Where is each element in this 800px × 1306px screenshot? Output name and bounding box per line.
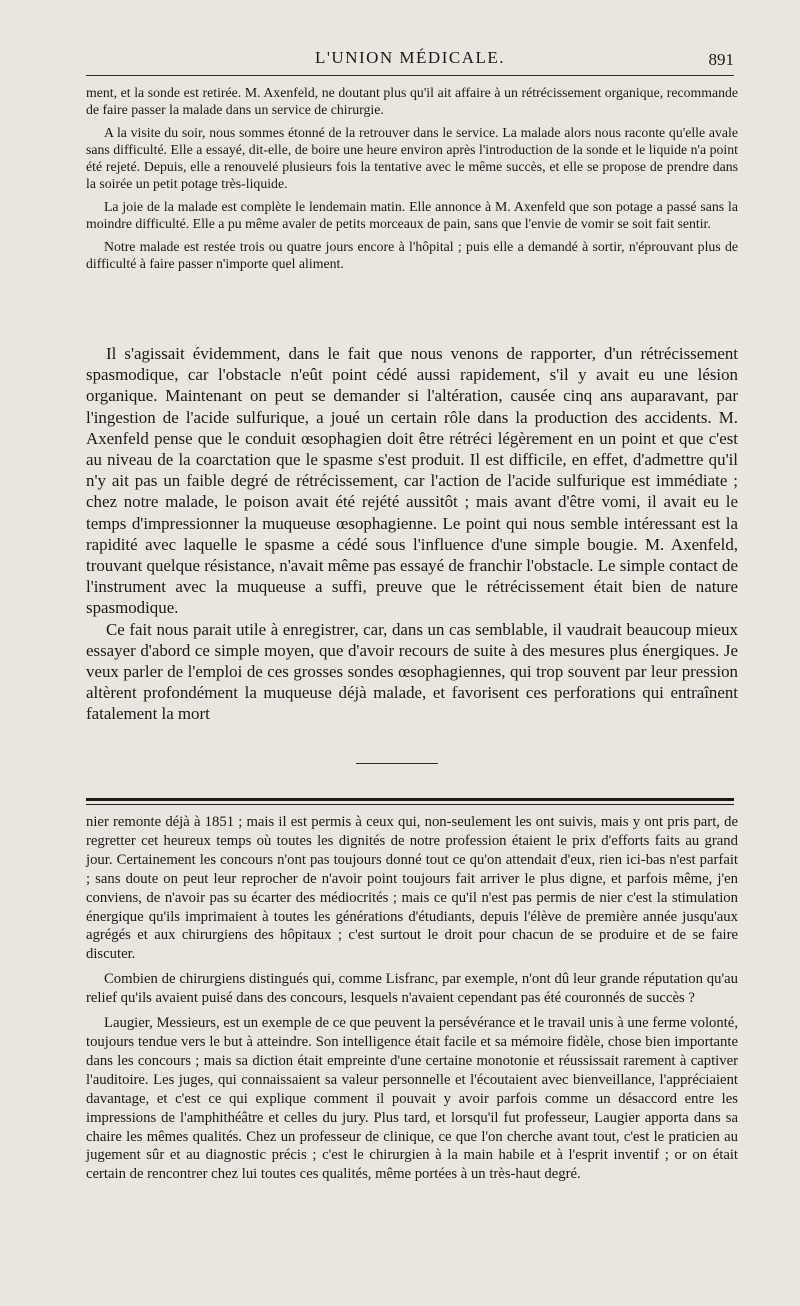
header-rule <box>86 75 734 76</box>
case-paragraph: La joie de la malade est complète le lendemain matin. Elle annonce à M. Axenfeld que son potage a passé sans la moindre difficulté. Elle a pu même avaler de petits morceaux de pain, sans que l'envie de vomir se soit fait sentir. <box>86 199 738 231</box>
section-end-rule <box>356 763 438 764</box>
commentary-paragraph: Ce fait nous parait utile à enregistrer, car, dans un cas semblable, il vaudrait beaucoup mieux essayer d'abord ce simple moyen, que d'avoir recours de suite à des mesures plus énergiques. Je veux parler de l'emploi de ces grosses sondes œsophagiennes, qui trop souvent par leur pression altèrent profondément la muqueuse déjà malade, et favorisent ces perforations qui entraînent fatalement la mort <box>86 619 738 724</box>
case-paragraph: Notre malade est restée trois ou quatre jours encore à l'hôpital ; puis elle a demandé à sortir, n'éprouvant plus de difficulté à faire passer n'importe quel aliment. <box>86 239 738 271</box>
feuilleton-section <box>86 813 738 1190</box>
page-header <box>86 42 734 76</box>
commentary-section <box>86 343 738 725</box>
page-number: 891 <box>708 50 734 69</box>
case-paragraph: A la visite du soir, nous sommes étonné de la retrouver dans le service. La malade alors nous raconte qu'elle avale sans difficulté. Elle a essayé, dit-elle, de boire une heure environ après l'introduction de la sonde et le liquide n'a point été rejeté. Depuis, elle a renouvelé plusieurs fois la tentative avec le même succès, et elle se propose de prendre dans la soirée un petit potage très-liquide. <box>86 125 738 191</box>
running-title: L'UNION MÉDICALE. <box>314 48 506 67</box>
feuilleton-paragraph: nier remonte déjà à 1851 ; mais il est permis à ceux qui, non-seulement les ont suivis, mais y ont pris part, de regretter cet heureux temps où toutes les dignités de notre profession étaient le prix d'efforts faits au grand jour. Certainement les concours n'ont pas toujours donné tout ce qu'on attendait d'eux, rien ici-bas n'est parfait ; sans doute on peut leur reprocher de n'avoir point toujours fait arriver le plus digne, et parfois même, j'en conviens, de n'avoir pas su écarter des médiocrités ; mais ce qu'il n'est pas permis de nier c'est la stimulation énergique qu'ils imprimaient à toutes les générations d'étudiants, depuis l'élève de première année jusqu'aux agrégés et aux chirurgiens des hôpitaux ; c'est surtout le droit pour chacun de se produire et de se faire discuter. <box>86 814 738 963</box>
commentary-paragraph: Il s'agissait évidemment, dans le fait que nous venons de rapporter, d'un rétrécissement spasmodique, car l'obstacle n'eût point cédé aussi rapidement, s'il y avait eu une lésion organique. Maintenant on peut se demander si l'altération, causée cinq ans auparavant, par l'ingestion de l'acide sulfurique, a joué un certain rôle dans la production des accidents. M. Axenfeld pense que le conduit œsophagien doit être rétréci légèrement en un point et que c'est au niveau de la coarctation que le spasme s'est produit. Il est difficile, en effet, d'admettre qu'il n'y ait pas un faible degré de rétrécissement, car l'action de l'acide sulfurique est immédiate ; chez notre malade, le poison avait été rejété aussitôt ; mais avant d'être vomi, il avait eu le temps d'impressionner la muqueuse œsophagienne. Le point qui nous semble intéressant est la rapidité avec laquelle le spasme a cédé sous l'influence d'une simple bougie. M. Axenfeld, trouvant quelque résistance, n'avait même pas essayé de franchir l'obstacle. Le simple contact de l'instrument avec la muqueuse a suffi, preuve que le rétrécissement était bien de nature spasmodique. <box>86 344 738 618</box>
feuilleton-paragraph: Laugier, Messieurs, est un exemple de ce que peuvent la persévérance et le travail unis à une ferme volonté, toujours tendue vers le but à atteindre. Son intelligence était facile et sa mémoire fidèle, chose bien importante dans les concours ; mais sa diction était empreinte d'une certaine monotonie et réussissait rarement à captiver l'auditoire. Les juges, qui connaissaient sa valeur personnelle et l'écoutaient avec bienveillance, l'appréciaient davantage, et c'est ce qui explique comment il pouvait y avoir parfois comme un désaccord entre les impressions de l'amphithéâtre et celles du jury. Plus tard, et lorsqu'il fut professeur, Laugier apporta dans sa chaire les mêmes qualités. Chez un professeur de clinique, ce que l'on cherche avant tout, c'est le praticien au jugement sûr et au diagnostic précis ; c'est le chirurgien à la main habile et à l'esprit inventif ; or on était certain de rencontrer chez lui toutes ces qualités, même portées à un très-haut degré. <box>86 1015 738 1183</box>
feuilleton-paragraph: Combien de chirurgiens distingués qui, comme Lisfranc, par exemple, n'ont dû leur grande réputation qu'au relief qu'ils avaient puisé dans des concours, lesquels n'avaient cependant pas été couronnés de succès ? <box>86 971 738 1007</box>
case-report-section <box>86 84 738 278</box>
feuilleton-separator <box>86 798 734 805</box>
case-paragraph: ment, et la sonde est retirée. M. Axenfeld, ne doutant plus qu'il ait affaire à un rétrécissement organique, recommande de faire passer la malade dans un service de chirurgie. <box>86 85 738 117</box>
